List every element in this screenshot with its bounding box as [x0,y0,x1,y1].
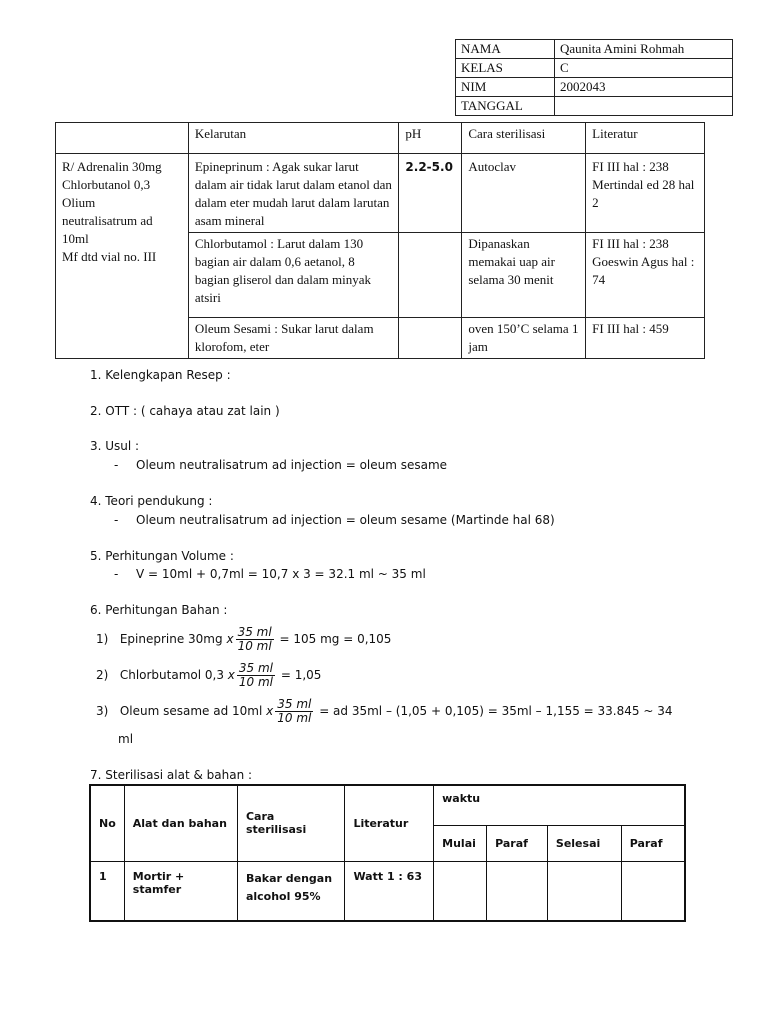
ster-header-row [90,785,685,825]
identity-value: Qaunita Amini Rohmah [555,40,733,59]
header-literatur: Literatur [586,123,705,154]
calc-times: x [227,668,235,682]
calc-times: x [266,704,274,718]
formula-row [56,154,705,233]
header-literatur: Literatur [345,785,434,861]
teori-item-text: Oleum neutralisatrum ad injection = oleum sesame (Martinde hal 68) [136,513,555,527]
section-usul: 3. Usul : [90,439,140,453]
identity-value: 2002043 [555,78,733,97]
section-kelengkapan: 1. Kelengkapan Resep : [90,368,231,382]
recipe-line: R/ Adrenalin 30mg [62,159,162,174]
calc-fraction [275,698,313,725]
identity-row [456,59,733,78]
identity-value: C [555,59,733,78]
row-alat: Mortir + stamfer [124,861,237,921]
header-ph: pH [399,123,462,154]
cara-cell: Dipanaskan memakai uap air selama 30 menit [462,233,586,318]
formula-table [55,122,705,359]
recipe-line: 10ml [62,231,89,246]
section-volume: 5. Perhitungan Volume : [90,549,234,563]
fraction-denominator: 10 ml [238,675,274,689]
calc-post: = ad 35ml – (1,05 + 0,105) = 35ml – 1,155 = 33.845 ~ 34 [319,704,673,718]
fraction-denominator: 10 ml [277,711,312,725]
calc-item [96,662,321,689]
calc-pre: Chlorbutamol 0,3 [119,668,224,682]
header-paraf: Paraf [621,825,685,861]
header-waktu: waktu [434,785,685,825]
section-bahan: 6. Perhitungan Bahan : [90,603,228,617]
calc-item [96,626,391,653]
row-paraf [487,861,548,921]
header-no: No [90,785,124,861]
row-selesai [547,861,621,921]
formula-header-row [56,123,705,154]
identity-table [455,39,733,116]
header-mulai: Mulai [434,825,487,861]
fraction-numerator: 35 ml [238,661,274,675]
table-row [90,861,685,921]
recipe-cell [56,154,189,359]
identity-key: TANGGAL [456,97,555,116]
header-paraf: Paraf [487,825,548,861]
calc-number: 1) [96,632,109,646]
ph-cell: 2.2-5.0 [399,154,462,233]
recipe-line: neutralisatrum ad [62,213,153,228]
cara-cell: oven 150’C selama 1 jam [462,318,586,359]
recipe-line: Chlorbutanol 0,3 [62,177,151,192]
row-paraf [621,861,685,921]
header-cara-sterilisasi: Cara sterilisasi [462,123,586,154]
calc-times: x [226,632,234,646]
identity-key: NAMA [456,40,555,59]
row-no: 1 [90,861,124,921]
usul-item-text: Oleum neutralisatrum ad injection = oleum sesame [136,458,448,472]
row-literatur: Watt 1 : 63 [345,861,434,921]
usul-item: - Oleum neutralisatrum ad injection = oleum sesame [114,458,448,472]
fraction-numerator: 35 ml [237,625,272,639]
fraction-denominator: 10 ml [237,639,272,653]
calc-pre: Oleum sesame ad 10ml [119,704,263,718]
identity-key: KELAS [456,59,555,78]
fraction-numerator: 35 ml [277,697,312,711]
ph-cell [399,318,462,359]
kelarutan-cell: Chlorbutamol : Larut dalam 130 bagian air dalam 0,6 aetanol, 8 bagian gliserol dan dalam minyak atsiri [188,233,399,318]
section-teori: 4. Teori pendukung : [90,494,213,508]
identity-key: NIM [456,78,555,97]
calc-number: 3) [96,704,109,718]
calc-number: 2) [96,668,109,682]
volume-item: - V = 10ml + 0,7ml = 10,7 x 3 = 32.1 ml ~ 35 ml [114,567,426,581]
teori-item: - Oleum neutralisatrum ad injection = oleum sesame (Martinde hal 68) [114,513,555,527]
header-kelarutan: Kelarutan [188,123,399,154]
calc-fraction [236,626,274,653]
identity-row [456,78,733,97]
recipe-line: Olium [62,195,96,210]
section-sterilisasi: 7. Sterilisasi alat & bahan : [90,768,253,782]
header-selesai: Selesai [547,825,621,861]
header-alat: Alat dan bahan [124,785,237,861]
volume-item-text: V = 10ml + 0,7ml = 10,7 x 3 = 32.1 ml ~ 35 ml [136,567,426,581]
cara-cell: Autoclav [462,154,586,233]
section-ott: 2. OTT : ( cahaya atau zat lain ) [90,404,280,418]
literatur-cell: FI III hal : 238 Mertindal ed 28 hal 2 [586,154,705,233]
literatur-cell: FI III hal : 238 Goeswin Agus hal : 74 [586,233,705,318]
calc-post: = 105 mg = 0,105 [279,632,392,646]
row-cara: Bakar dengan alcohol 95% [237,861,344,921]
identity-row [456,40,733,59]
sterilisasi-table [89,784,686,922]
identity-row [456,97,733,116]
calc-post: = 1,05 [280,668,322,682]
calc-continuation: ml [118,732,134,746]
calc-item [96,698,672,725]
recipe-line: Mf dtd vial no. III [62,249,157,264]
identity-value [555,97,733,116]
kelarutan-cell: Epineprinum : Agak sukar larut dalam air tidak larut dalam etanol dan dalam eter mudah larut dalam larutan asam mineral [188,154,399,233]
header-cara: Cara sterilisasi [237,785,344,861]
calc-fraction [237,662,275,689]
kelarutan-cell: Oleum Sesami : Sukar larut dalam klorofom, eter [188,318,399,359]
row-mulai [434,861,487,921]
header-blank [56,123,189,154]
literatur-cell: FI III hal : 459 [586,318,705,359]
calc-pre: Epineprine 30mg [119,632,223,646]
ph-cell [399,233,462,318]
